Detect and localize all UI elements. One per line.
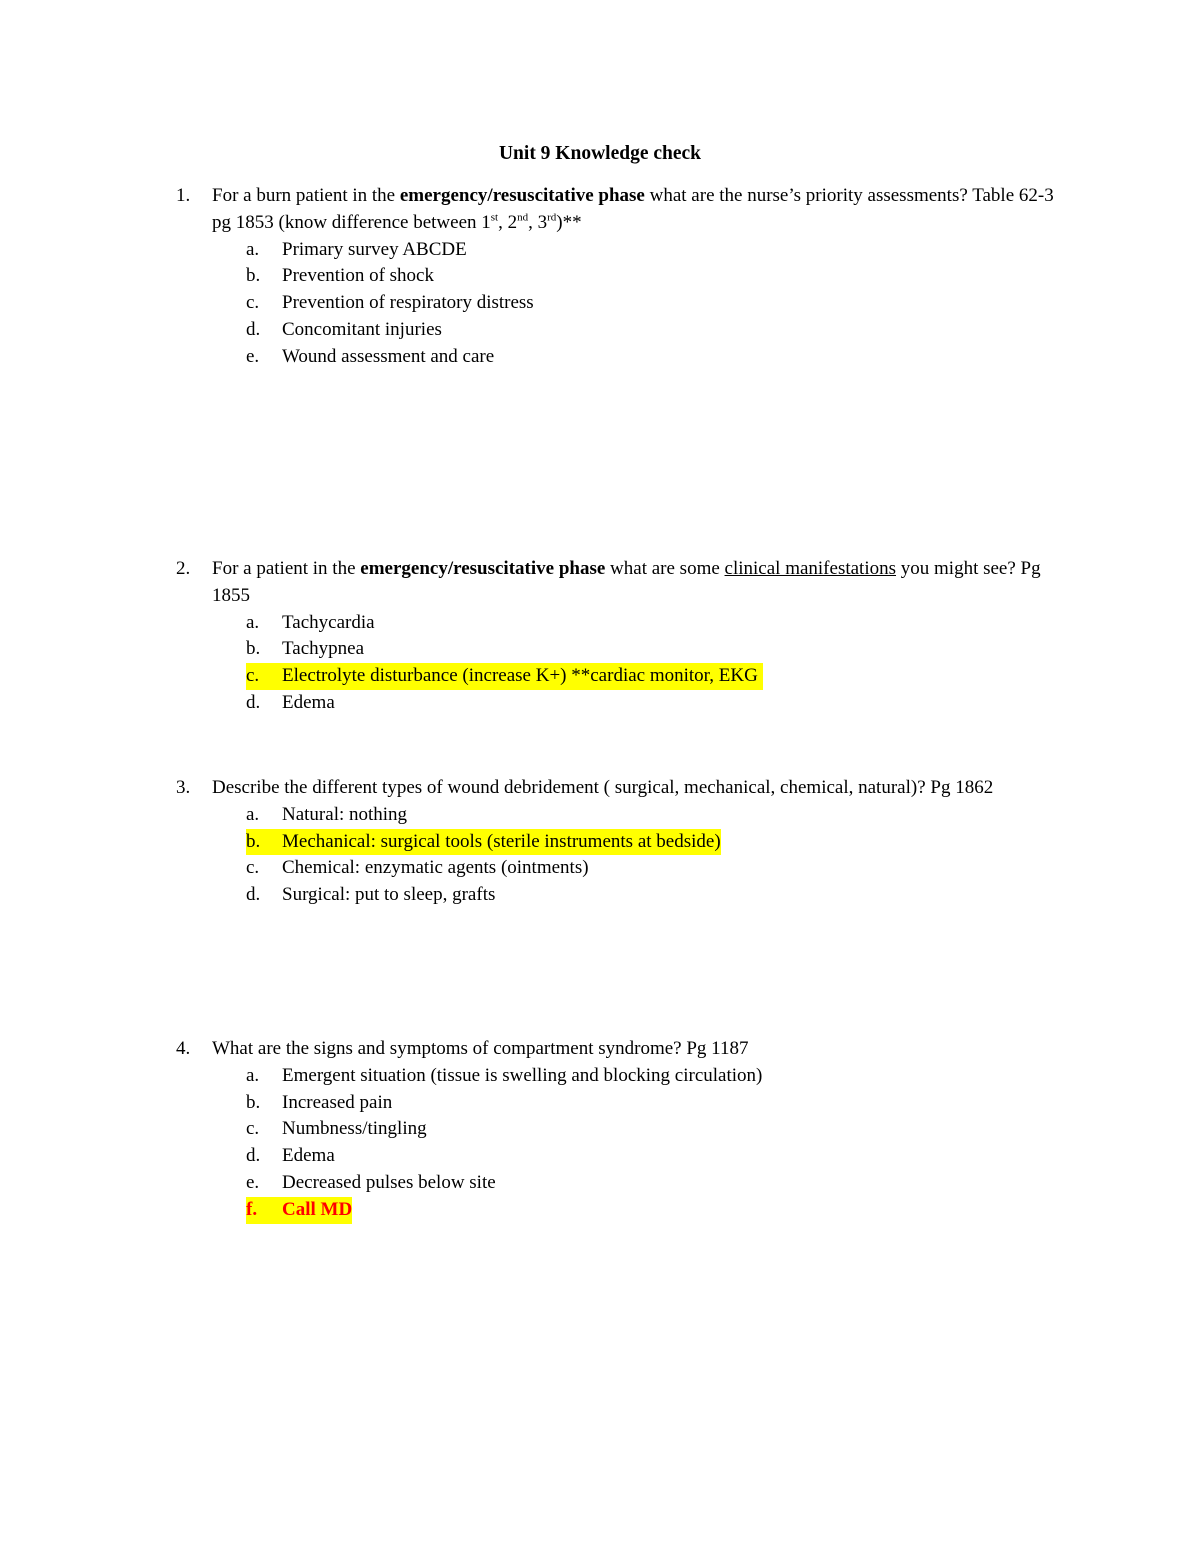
underlined-phrase: clinical manifestations — [724, 558, 897, 579]
question-number: 4. — [176, 1038, 191, 1059]
list-item: b. Increased pain — [246, 1091, 393, 1113]
highlighted-list-item: c. Electrolyte disturbance (increase K+) **cardiac monitor, EKG — [246, 663, 1056, 690]
superscript: nd — [517, 211, 529, 224]
highlighted-list-item: f. Call MD — [246, 1197, 1056, 1224]
superscript: rd — [547, 211, 557, 224]
list-item: d. Surgical: put to sleep, grafts — [246, 884, 496, 906]
answer-list — [246, 237, 1056, 371]
answer-list — [246, 1063, 1056, 1224]
list-item: d. Edema — [246, 691, 335, 713]
question-1 — [176, 183, 1056, 371]
bold-phrase: emergency/resuscitative phase — [399, 185, 645, 206]
question-text: For a burn patient in the emergency/resuscitative phase what are the nurse’s priority assessments? Table 62-3 pg 1853 (know difference between 1st, 2nd, 3rd)** — [212, 185, 1054, 233]
highlighted-list-item: b. Mechanical: surgical tools (sterile instruments at bedside) — [246, 829, 1056, 856]
question-number: 3. — [176, 777, 191, 798]
list-item: d. Concomitant injuries — [246, 318, 442, 340]
question-text: Describe the different types of wound debridement ( surgical, mechanical, chemical, natural)? Pg 1862 — [212, 777, 994, 798]
question-number: 1. — [176, 185, 191, 206]
question-text: What are the signs and symptoms of compartment syndrome? Pg 1187 — [212, 1038, 749, 1059]
list-item: c. Numbness/tingling — [246, 1118, 427, 1140]
list-item: e. Decreased pulses below site — [246, 1171, 496, 1193]
list-item: b. Prevention of shock — [246, 265, 434, 287]
document-title: Unit 9 Knowledge check — [498, 143, 702, 164]
question-text: For a patient in the emergency/resuscitative phase what are some clinical manifestations you might see? Pg 1855 — [212, 558, 1041, 606]
superscript: st — [490, 211, 499, 224]
list-item: a. Tachycardia — [246, 611, 375, 633]
question-3 — [176, 775, 1056, 909]
list-item: c. Chemical: enzymatic agents (ointments) — [246, 857, 589, 879]
list-item: b. Tachypnea — [246, 638, 365, 660]
list-item: a. Emergent situation (tissue is swelling and blocking circulation) — [246, 1064, 763, 1086]
bold-phrase: emergency/resuscitative phase — [360, 558, 606, 579]
answer-list — [246, 802, 1056, 909]
answer-list — [246, 610, 1056, 717]
list-item: d. Edema — [246, 1145, 335, 1167]
list-item: c. Prevention of respiratory distress — [246, 292, 534, 314]
list-item: a. Primary survey ABCDE — [246, 238, 467, 260]
question-number: 2. — [176, 558, 191, 579]
question-4 — [176, 1036, 1056, 1224]
list-item: e. Wound assessment and care — [246, 345, 495, 367]
list-item: a. Natural: nothing — [246, 803, 408, 825]
question-2 — [176, 556, 1056, 717]
